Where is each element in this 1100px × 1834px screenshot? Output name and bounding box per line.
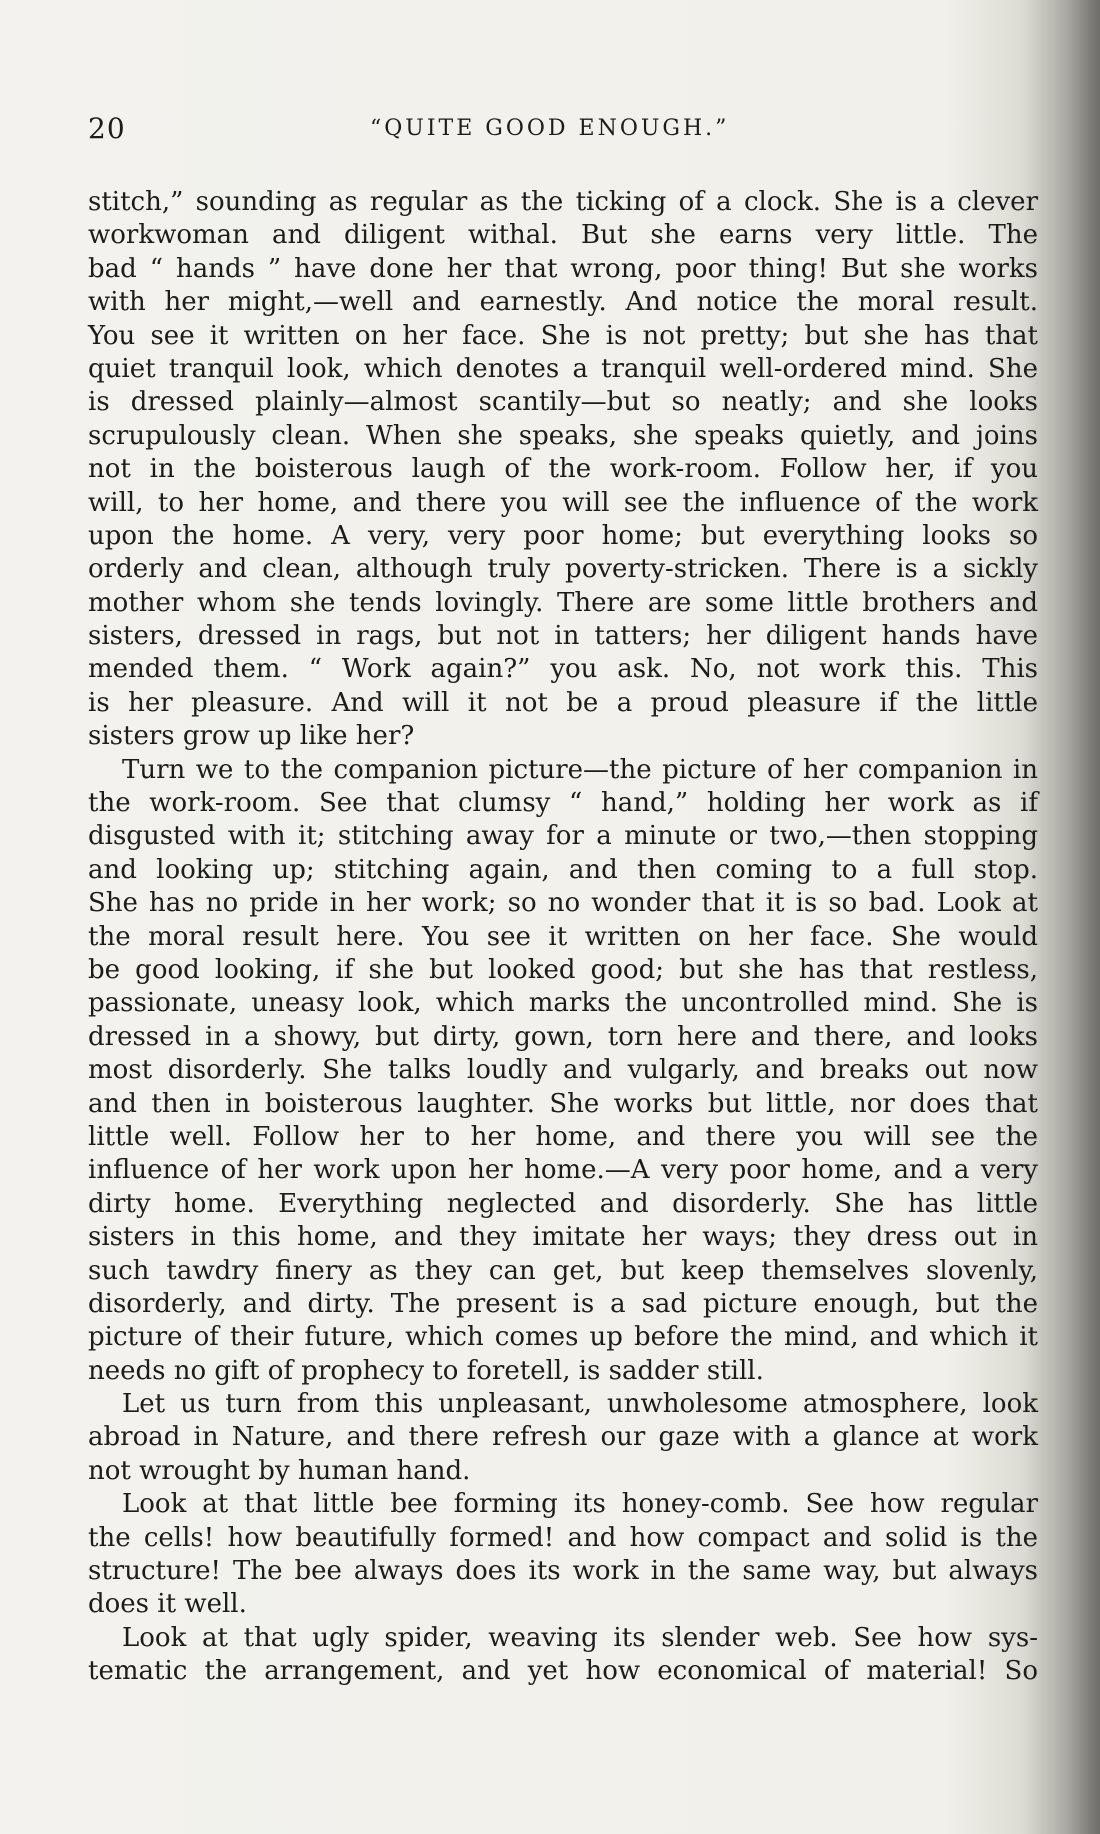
text-line-paragraph-start: Look at that little bee forming its honey-comb. See how regular: [122, 1489, 1038, 1520]
page-number: 20: [88, 112, 126, 145]
text-line: She has no pride in her work; so no wonder that it is so bad. Look at: [88, 888, 1038, 919]
text-line: the work-room. See that clumsy “ hand,” holding her work as if: [88, 788, 1038, 819]
text-line: bad “ hands ” have done her that wrong, poor thing! But she works: [88, 253, 1038, 284]
text-line-paragraph-end: needs no gift of prophecy to foretell, is sadder still.: [88, 1355, 764, 1386]
text-line: disorderly, and dirty. The present is a sad picture enough, but the: [88, 1288, 1038, 1319]
text-line: with her might,—well and earnestly. And notice the moral result.: [88, 287, 1038, 318]
text-line: be good looking, if she but looked good; but she has that restless,: [88, 954, 1038, 985]
text-line: the cells! how beautifully formed! and how compact and solid is the: [88, 1522, 1038, 1553]
text-line: sisters, dressed in rags, but not in tatters; her diligent hands have: [88, 621, 1038, 652]
text-line: You see it written on her face. She is not pretty; but she has that: [88, 320, 1038, 351]
running-title: “QUITE GOOD ENOUGH.”: [370, 116, 730, 141]
text-line: abroad in Nature, and there refresh our gaze with a glance at work: [88, 1422, 1038, 1453]
text-line: and looking up; stitching again, and then coming to a full stop.: [88, 854, 1038, 885]
text-line-paragraph-start: Let us turn from this unpleasant, unwholesome atmosphere, look: [122, 1389, 1038, 1420]
text-line: quiet tranquil look, which denotes a tranquil well-ordered mind. She: [88, 353, 1038, 384]
running-head: [88, 112, 1038, 152]
text-line-paragraph-start: Look at that ugly spider, weaving its slender web. See how sys-: [122, 1622, 1038, 1653]
text-line-paragraph-end: does it well.: [88, 1589, 247, 1620]
text-line: dressed in a showy, but dirty, gown, torn here and there, and looks: [88, 1021, 1038, 1052]
text-line-paragraph-start: Turn we to the companion picture—the picture of her companion in: [122, 754, 1038, 785]
text-line: disgusted with it; stitching away for a minute or two,—then stopping: [88, 821, 1038, 852]
text-line: will, to her home, and there you will see the influence of the work: [88, 487, 1038, 518]
text-line: mended them. “ Work again?” you ask. No, not work this. This: [88, 654, 1038, 685]
text-line-paragraph-end: sisters grow up like her?: [88, 721, 415, 752]
text-line: not in the boisterous laugh of the work-room. Follow her, if you: [88, 454, 1038, 485]
text-line: structure! The bee always does its work in the same way, but always: [88, 1556, 1038, 1587]
text-line-paragraph-end: not wrought by human hand.: [88, 1455, 471, 1486]
text-line: workwoman and diligent withal. But she earns very little. The: [88, 220, 1038, 251]
text-line: scrupulously clean. When she speaks, she speaks quietly, and joins: [88, 420, 1038, 451]
text-line: tematic the arrangement, and yet how economical of material! So: [88, 1656, 1038, 1687]
body-text: [88, 186, 1038, 1689]
text-line: such tawdry finery as they can get, but keep themselves slovenly,: [88, 1255, 1038, 1286]
text-line: dirty home. Everything neglected and disorderly. She has little: [88, 1188, 1038, 1219]
text-line: the moral result here. You see it written on her face. She would: [88, 921, 1038, 952]
text-line: orderly and clean, although truly poverty-stricken. There is a sickly: [88, 554, 1038, 585]
text-line: most disorderly. She talks loudly and vulgarly, and breaks out now: [88, 1055, 1038, 1086]
text-line: influence of her work upon her home.—A very poor home, and a very: [88, 1155, 1038, 1186]
text-line: is her pleasure. And will it not be a proud pleasure if the little: [88, 687, 1038, 718]
text-line: sisters in this home, and they imitate her ways; they dress out in: [88, 1222, 1038, 1253]
text-line: passionate, uneasy look, which marks the uncontrolled mind. She is: [88, 988, 1038, 1019]
text-line: upon the home. A very, very poor home; but everything looks so: [88, 520, 1038, 551]
text-line: is dressed plainly—almost scantily—but so neatly; and she looks: [88, 387, 1038, 418]
text-line: mother whom she tends lovingly. There are some little brothers and: [88, 587, 1038, 618]
text-line: and then in boisterous laughter. She works but little, nor does that: [88, 1088, 1038, 1119]
text-line: stitch,” sounding as regular as the ticking of a clock. She is a clever: [88, 187, 1038, 217]
text-line: little well. Follow her to her home, and there you will see the: [88, 1121, 1038, 1152]
text-line: picture of their future, which comes up before the mind, and which it: [88, 1322, 1038, 1353]
